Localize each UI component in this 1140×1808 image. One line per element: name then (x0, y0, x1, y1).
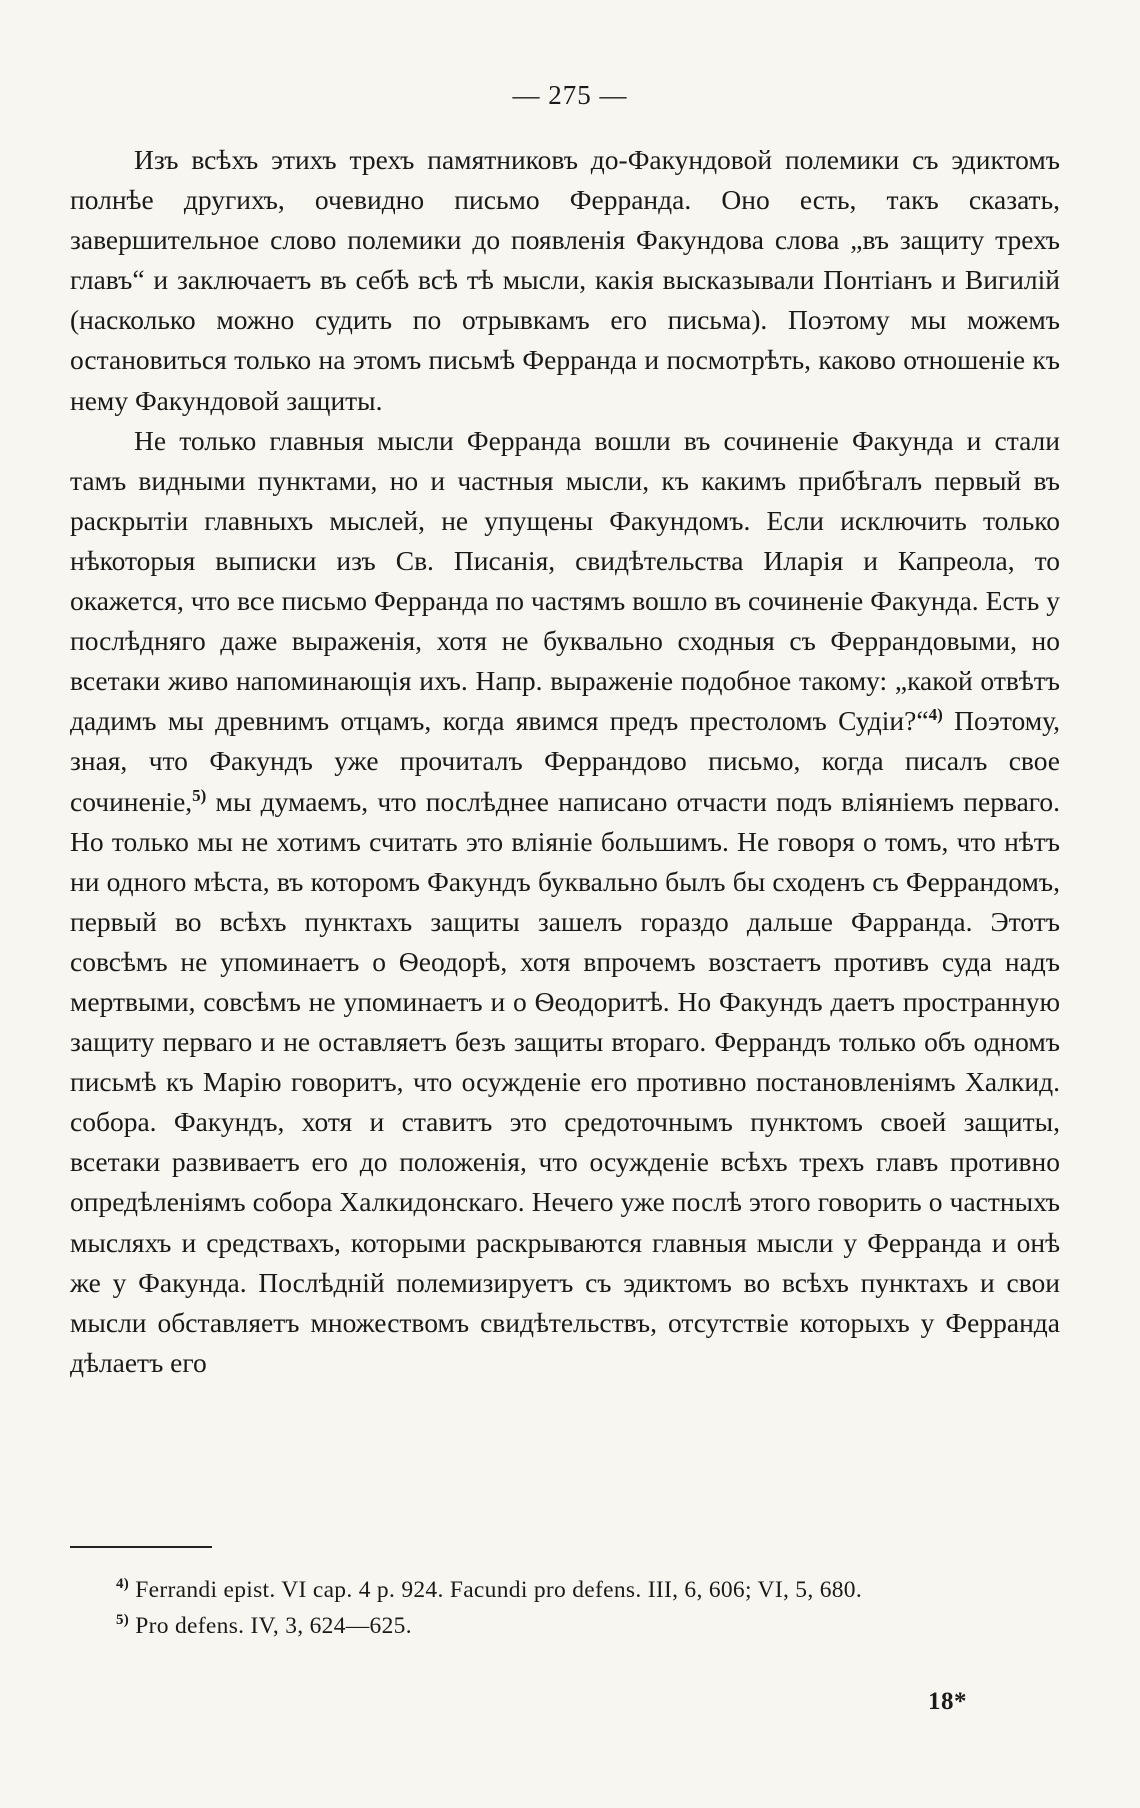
footnote-ref-5: 5) (192, 785, 207, 805)
paragraph-2-text-a: Не только главныя мысли Ферранда вошли въ сочиненіе Факунда и стали тамъ видными пунктами, но и частныя мысли, къ какимъ прибѣгалъ первый въ раскрытіи главныхъ мыслей, не упущены Факундомъ. Если исключить только нѣкоторыя выписки изъ Св. Писанія, свидѣтельства Иларія и Капреола, то окажется, что все письмо Ферранда по частямъ вошло въ сочиненіе Факунда. Есть у послѣдняго даже выраженія, хотя не буквально сходныя съ Феррандовыми, но всетаки живо напоминающія ихъ. Напр. выраженіе подобное такому: „какой отвѣтъ дадимъ мы древнимъ отцамъ, когда явимся предъ престоломъ Судіи?“ (70, 424, 1060, 737)
printer-signature: 18* (928, 1688, 967, 1715)
body-text (70, 140, 1060, 1383)
footnote-divider (70, 1546, 212, 1548)
paragraph-1: Изъ всѣхъ этихъ трехъ памятниковъ до-Факундовой полемики съ эдиктомъ полнѣе другихъ, очевидно письмо Ферранда. Оно есть, такъ сказать, завершительное слово полемики до появленія Факундова слова „въ защиту трехъ главъ“ и заключаетъ въ себѣ всѣ тѣ мысли, какія высказывали Понтіанъ и Вигилій (насколько можно судить по отрывкамъ его письма). Поэтому мы можемъ остановиться только на этомъ письмѣ Ферранда и посмотрѣть, каково отношеніе къ нему Факундовой защиты. (70, 144, 1060, 416)
paragraph-2-text-b: Поэтому, зная, что Факундъ уже прочиталъ Феррандово письмо, когда писалъ свое сочиненіе, (70, 705, 1060, 817)
paragraph-2-text-c: мы думаемъ, что послѣднее написано отчасти подъ вліяніемъ перваго. Но только мы не хотимъ считать это вліяніе большимъ. Не говоря о томъ, что нѣтъ ни одного мѣста, въ которомъ Факундъ буквально былъ бы сходенъ съ Феррандомъ, первый во всѣхъ пунктахъ защиты зашелъ гораздо дальше Фарранда. Этотъ совсѣмъ не упоминаетъ о Ѳеодорѣ, хотя впрочемъ возстаетъ противъ суда надъ мертвыми, совсѣмъ не упоминаетъ и о Ѳеодоритѣ. Но Факундъ даетъ пространную защиту перваго и не оставляетъ безъ защиты втораго. Феррандъ только объ одномъ письмѣ къ Марію говоритъ, что осужденіе его противно постановленіямъ Халкид. собора. Факундъ, хотя и ставитъ это средоточнымъ пунктомъ своей защиты, всетаки развиваетъ его до положенія, что осужденіе всѣхъ трехъ главъ противно опредѣленіямъ собора Халкидонскаго. Нечего уже послѣ этого говорить о частныхъ мысляхъ и средствахъ, которыми раскрываются главныя мысли у Ферранда и онѣ же у Факунда. Послѣдній полемизируетъ съ эдиктомъ во всѣхъ пунктахъ и свои мысли обставляетъ множествомъ свидѣтельствъ, отсутствіе которыхъ у Ферранда дѣлаетъ его (70, 785, 1060, 1378)
paragraph-2 (70, 421, 1060, 1383)
footnote-5-mark: 5) (116, 1612, 130, 1629)
footnote-4-text: Ferrandi epist. VI cap. 4 p. 924. Facundi pro defens. III, 6, 606; VI, 5, 680. (129, 1577, 863, 1603)
footnote-ref-4: 4) (928, 705, 943, 725)
page-number: — 275 — (512, 80, 628, 110)
footnote-5-text: Pro defens. IV, 3, 624—625. (129, 1613, 412, 1639)
footnote-4-mark: 4) (116, 1576, 130, 1593)
footnote-5 (70, 1608, 1060, 1644)
footnotes (70, 1572, 1060, 1644)
footnote-4 (70, 1572, 1060, 1608)
